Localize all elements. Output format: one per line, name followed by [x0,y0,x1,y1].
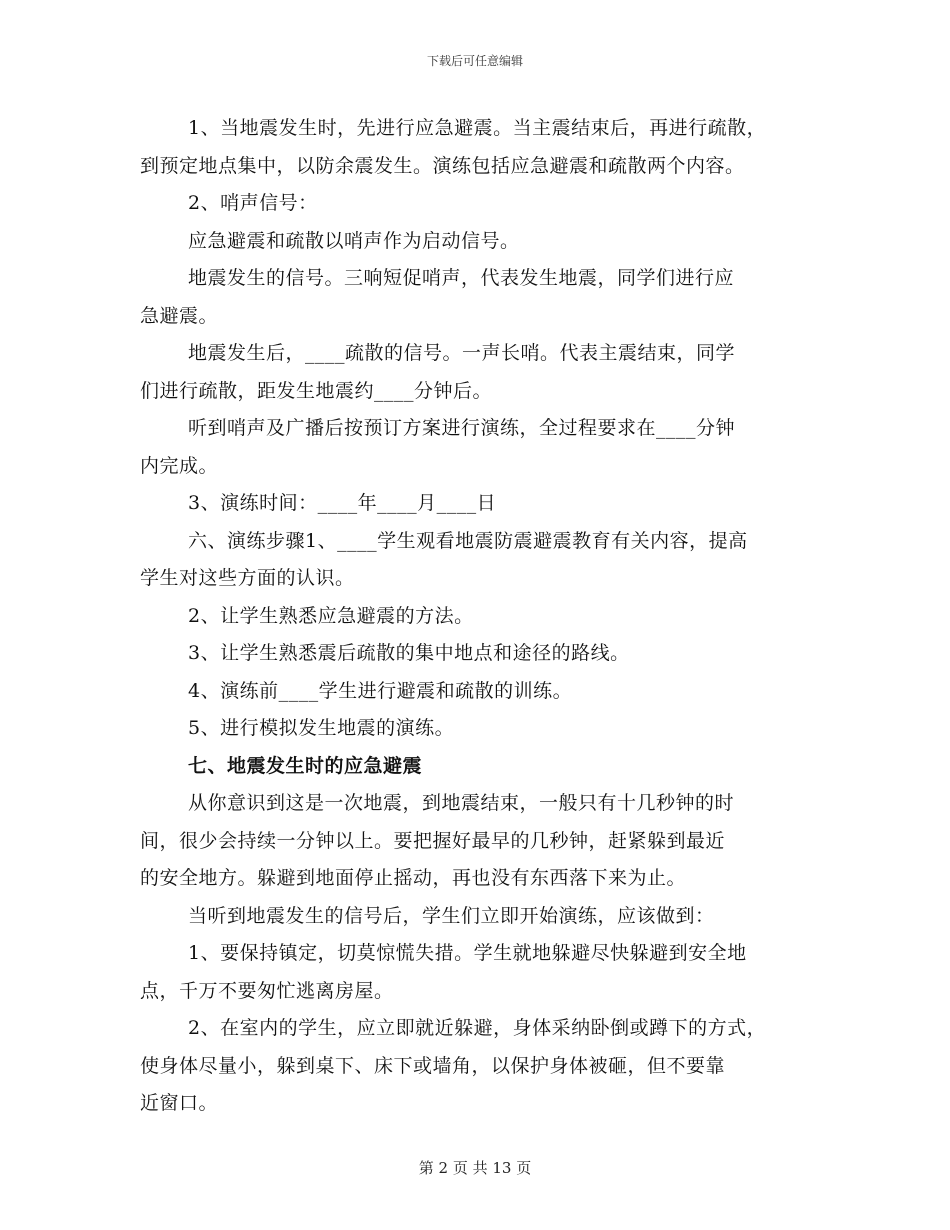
paragraph-line: 急避震。 [140,304,219,327]
paragraph-line: 学生对这些方面的认识。 [140,567,355,589]
paragraph-line: 使身体尽量小，躲到桌下、床下或墙角，以保护身体被砸，但不要靠 [140,1054,726,1077]
paragraph-line: 4、演练前____学生进行避震和疏散的训练。 [188,679,573,702]
paragraph-line: 2、在室内的学生，应立即就近躲避，身体采纳卧倒或蹲下的方式， [188,1017,767,1039]
paragraph-line: 1、要保持镇定，切莫惊慌失措。学生就地躲避尽快躲避到安全地 [188,942,747,964]
paragraph-line: 3、演练时间：____年____月____日 [188,492,497,514]
paragraph-line: 当听到地震发生的信号后，学生们立即开始演练，应该做到： [188,904,715,927]
paragraph-line: 3、让学生熟悉震后疏散的集中地点和途径的路线。 [188,642,630,664]
page-header: 下载后可任意编辑 [426,54,523,68]
paragraph-line: 点，千万不要匆忙逃离房屋。 [140,979,394,1002]
document-body [140,110,820,1123]
paragraph-line: 到预定地点集中，以防余震发生。演练包括应急避震和疏散两个内容。 [140,154,745,177]
paragraph-line: 间，很少会持续一分钟以上。要把握好最早的几秒钟，赶紧躲到最近 [140,829,726,852]
paragraph-line: 应急避震和疏散以哨声作为启动信号。 [188,229,520,252]
paragraph-line: 地震发生的信号。三响短促哨声，代表发生地震，同学们进行应 [188,267,735,289]
paragraph-line: 1、当地震发生时，先进行应急避震。当主震结束后，再进行疏散， [188,117,767,139]
section-heading: 七、地震发生时的应急避震 [188,754,423,777]
paragraph-line: 从你意识到这是一次地震，到地震结束，一般只有十几秒钟的时 [188,792,735,814]
paragraph-line: 的安全地方。躲避到地面停止摇动，再也没有东西落下来为止。 [140,867,687,889]
paragraph-line: 2、哨声信号： [188,192,318,214]
paragraph-line: 地震发生后，____疏散的信号。一声长哨。代表主震结束，同学 [188,342,736,364]
paragraph-line: 5、进行模拟发生地震的演练。 [188,717,455,739]
paragraph-line: 们进行疏散，距发生地震约____分钟后。 [140,379,493,402]
paragraph-line: 内完成。 [140,454,219,477]
page-footer: 第 2 页 共 13 页 [418,1159,532,1177]
paragraph-line: 近窗口。 [140,1092,219,1114]
paragraph-line: 六、演练步骤1、____学生观看地震防震避震教育有关内容，提高 [188,529,748,552]
paragraph-line: 听到哨声及广播后按预订方案进行演练，全过程要求在____分钟 [188,417,736,439]
paragraph-line: 2、让学生熟悉应急避震的方法。 [188,604,474,627]
